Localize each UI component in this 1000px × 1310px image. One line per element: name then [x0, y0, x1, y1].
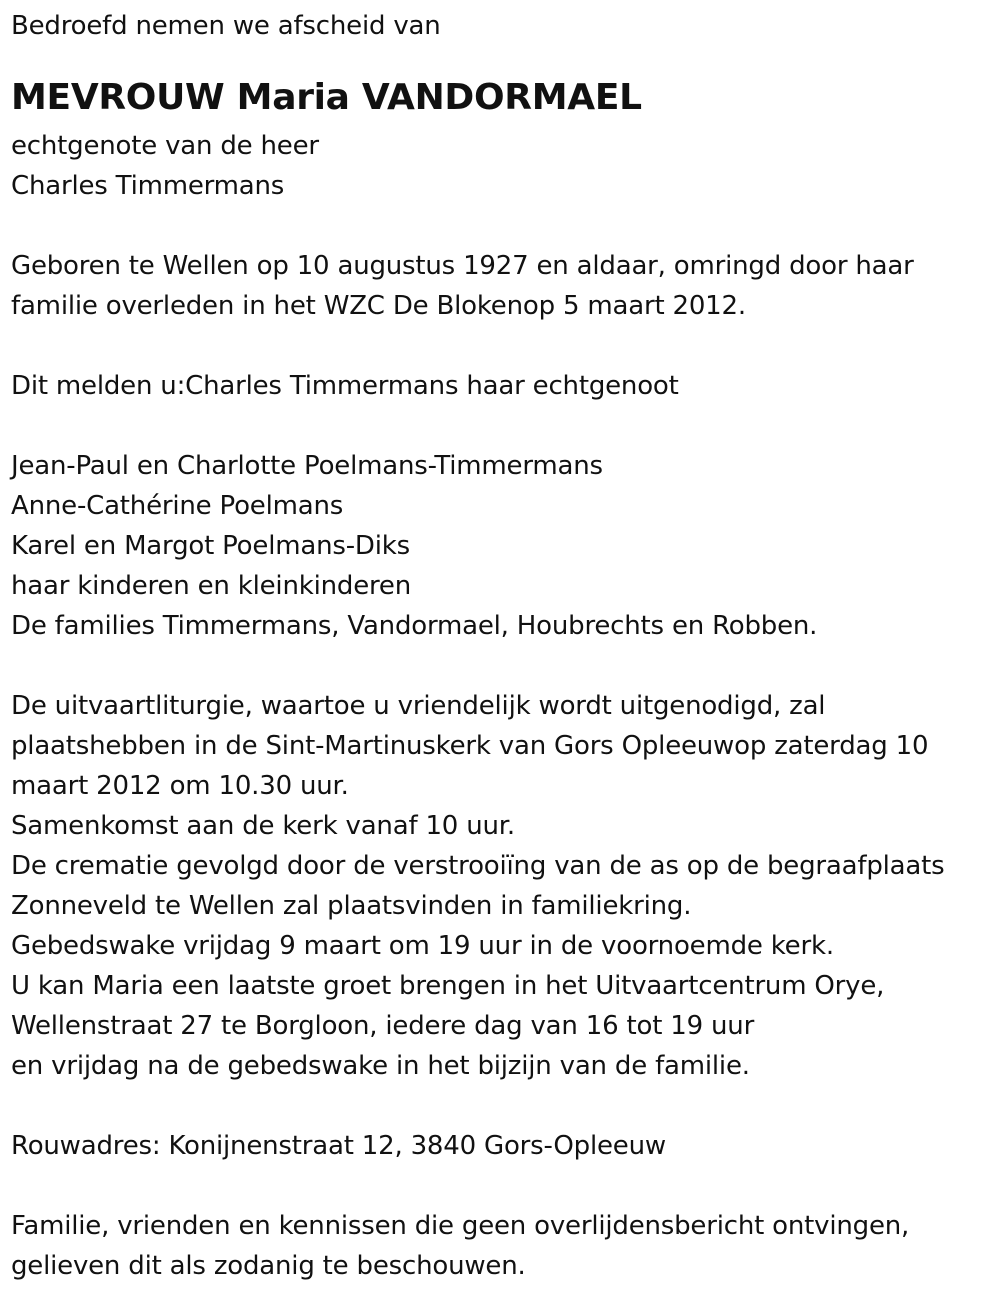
- spacer: [11, 206, 991, 246]
- spacer: [11, 646, 991, 686]
- obituary-notice: [11, 6, 991, 1286]
- ceremony-line: Wellenstraat 27 te Borgloon, iedere dag van 16 tot 19 uur: [11, 1011, 755, 1041]
- ceremony-line: en vrijdag na de gebedswake in het bijzijn van de familie.: [11, 1051, 750, 1081]
- announced-by: Dit melden u:Charles Timmermans haar echtgenoot: [11, 371, 679, 401]
- ceremony-line: Zonneveld te Wellen zal plaatsvinden in familiekring.: [11, 891, 692, 921]
- family-line: De families Timmermans, Vandormael, Houbrechts en Robben.: [11, 611, 818, 641]
- closing-line: gelieven dit als zodanig te beschouwen.: [11, 1251, 526, 1281]
- spouse-line: echtgenote van de heer: [11, 131, 319, 161]
- ceremony-line: maart 2012 om 10.30 uur.: [11, 771, 349, 801]
- deceased-name: MEVROUW Maria VANDORMAEL: [11, 77, 642, 118]
- family-line: haar kinderen en kleinkinderen: [11, 571, 411, 601]
- spacer: [11, 326, 991, 366]
- mourning-address: Rouwadres: Konijnenstraat 12, 3840 Gors-Opleeuw: [11, 1131, 666, 1161]
- intro-text: Bedroefd nemen we afscheid van: [11, 11, 441, 41]
- ceremony-line: plaatshebben in de Sint-Martinuskerk van Gors Opleeuwop zaterdag 10: [11, 731, 929, 761]
- ceremony-line: De crematie gevolgd door de verstrooiïng van de as op de begraafplaats: [11, 851, 945, 881]
- spacer: [11, 1086, 991, 1126]
- family-line: Jean-Paul en Charlotte Poelmans-Timmermans: [11, 451, 603, 481]
- spacer: [11, 406, 991, 446]
- family-line: Karel en Margot Poelmans-Diks: [11, 531, 410, 561]
- family-line: Anne-Cathérine Poelmans: [11, 491, 344, 521]
- closing-line: Familie, vrienden en kennissen die geen overlijdensbericht ontvingen,: [11, 1211, 910, 1241]
- spacer: [11, 1166, 991, 1206]
- birth-death-line: Geboren te Wellen op 10 augustus 1927 en aldaar, omringd door haar: [11, 251, 914, 281]
- spouse-line: Charles Timmermans: [11, 171, 285, 201]
- ceremony-line: U kan Maria een laatste groet brengen in het Uitvaartcentrum Orye,: [11, 971, 885, 1001]
- spacer: [11, 46, 991, 70]
- ceremony-line: De uitvaartliturgie, waartoe u vriendelijk wordt uitgenodigd, zal: [11, 691, 826, 721]
- ceremony-line: Gebedswake vrijdag 9 maart om 19 uur in de voornoemde kerk.: [11, 931, 834, 961]
- ceremony-line: Samenkomst aan de kerk vanaf 10 uur.: [11, 811, 515, 841]
- birth-death-line: familie overleden in het WZC De Blokenop 5 maart 2012.: [11, 291, 746, 321]
